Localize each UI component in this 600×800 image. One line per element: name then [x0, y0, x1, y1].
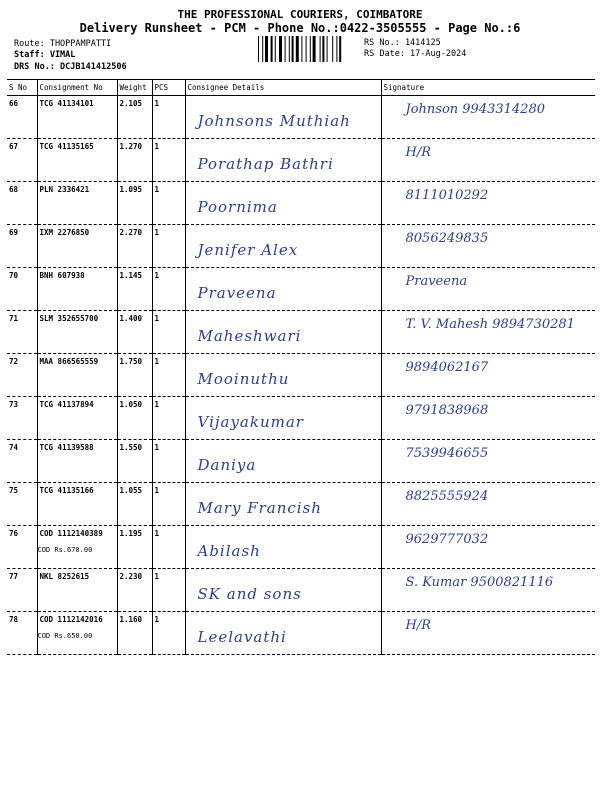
barcode-image: [258, 36, 358, 62]
pieces-cell: [152, 182, 185, 225]
col-header-sno: S No: [7, 80, 37, 96]
table-row: [7, 311, 595, 354]
signature-cell: [381, 96, 595, 139]
serial-number: 68: [9, 185, 19, 194]
weight: 1.750: [119, 357, 143, 366]
consignee-name-cell: [185, 354, 381, 397]
weight: 1.055: [119, 486, 143, 495]
consignment-number: BNH 607938: [39, 271, 85, 280]
serial-number-cell: [7, 526, 37, 569]
consignment-number-cell: [37, 139, 117, 182]
serial-number: 78: [9, 615, 19, 624]
weight-cell: [117, 268, 152, 311]
cod-amount: COD Rs.650.00: [37, 632, 93, 640]
consignment-number: SLM 352655700: [39, 314, 99, 323]
consignment-number: PLN 2336421: [39, 185, 90, 194]
serial-number: 70: [9, 271, 19, 280]
consignment-number: COD 1112140389: [39, 529, 103, 538]
consignee-name: Poornima: [197, 198, 278, 216]
consignment-number: IXM 2276850: [39, 228, 90, 237]
consignment-number-cell: [37, 526, 117, 569]
signature-cell: [381, 569, 595, 612]
signature-cell: [381, 440, 595, 483]
signature: 9629777032: [405, 532, 489, 547]
signature: 7539946655: [405, 446, 489, 461]
table-row: [7, 268, 595, 311]
weight: 1.195: [119, 529, 143, 538]
serial-number: 72: [9, 357, 19, 366]
consignee-name-cell: [185, 397, 381, 440]
consignee-name: Johnsons Muthiah: [197, 112, 351, 130]
signature: 9791838968: [405, 403, 489, 418]
weight: 1.145: [119, 271, 143, 280]
consignment-number-cell: [37, 354, 117, 397]
consignee-name: Daniya: [197, 456, 257, 474]
rs-number: RS No.: 1414125: [364, 38, 441, 48]
signature: S. Kumar 9500821116: [405, 575, 554, 590]
consignee-name-cell: [185, 526, 381, 569]
table-row: [7, 483, 595, 526]
pieces-cell: [152, 483, 185, 526]
signature-cell: [381, 268, 595, 311]
consignment-number-cell: [37, 96, 117, 139]
signature: Praveena: [405, 274, 468, 289]
consignment-number-cell: [37, 569, 117, 612]
pieces-cell: [152, 96, 185, 139]
consignment-number-cell: [37, 182, 117, 225]
consignee-name-cell: [185, 311, 381, 354]
signature: H/R: [405, 145, 432, 160]
company-title: THE PROFESSIONAL COURIERS, COIMBATORE: [177, 8, 423, 21]
table-row: [7, 612, 595, 655]
weight: 2.230: [119, 572, 143, 581]
pieces: 1: [154, 99, 160, 108]
table-row: [7, 182, 595, 225]
drs-number: DRS No.: DCJB141412506: [14, 62, 127, 72]
consignee-name-cell: [185, 139, 381, 182]
consignment-number-cell: [37, 225, 117, 268]
serial-number: 71: [9, 314, 19, 323]
weight-cell: [117, 526, 152, 569]
pieces: 1: [154, 400, 160, 409]
serial-number-cell: [7, 268, 37, 311]
serial-number-cell: [7, 440, 37, 483]
runsheet-title: Delivery Runsheet - PCM - Phone No.:0422-3505555 - Page No.:6: [79, 21, 521, 35]
signature-cell: [381, 397, 595, 440]
pieces: 1: [154, 357, 160, 366]
table-row: [7, 569, 595, 612]
consignee-name-cell: [185, 440, 381, 483]
pieces-cell: [152, 311, 185, 354]
weight-cell: [117, 354, 152, 397]
pieces: 1: [154, 486, 160, 495]
weight-cell: [117, 96, 152, 139]
serial-number-cell: [7, 311, 37, 354]
signature: 9894062167: [405, 360, 489, 375]
pieces: 1: [154, 443, 160, 452]
consignment-number-cell: [37, 483, 117, 526]
weight-cell: [117, 483, 152, 526]
consignee-name-cell: [185, 483, 381, 526]
consignment-number: TCG 41134101: [39, 99, 94, 108]
consignee-name-cell: [185, 182, 381, 225]
consignee-name: Mooinuthu: [197, 370, 290, 388]
signature-cell: [381, 139, 595, 182]
weight: 1.050: [119, 400, 143, 409]
serial-number-cell: [7, 569, 37, 612]
consignee-name: Abilash: [197, 542, 261, 560]
table-row: [7, 139, 595, 182]
consignee-name: Mary Francish: [197, 499, 322, 517]
weight-cell: [117, 225, 152, 268]
pieces: 1: [154, 142, 160, 151]
pieces-cell: [152, 225, 185, 268]
pieces-cell: [152, 397, 185, 440]
rs-date: RS Date: 17-Aug-2024: [364, 49, 467, 59]
weight-cell: [117, 311, 152, 354]
weight-cell: [117, 569, 152, 612]
serial-number-cell: [7, 354, 37, 397]
consignee-name: Porathap Bathri: [197, 155, 334, 173]
signature: 8111010292: [405, 188, 489, 203]
consignment-number: NKL 8252615: [39, 572, 90, 581]
weight: 1.270: [119, 142, 143, 151]
weight: 2.105: [119, 99, 143, 108]
signature-cell: [381, 311, 595, 354]
serial-number-cell: [7, 397, 37, 440]
pieces: 1: [154, 572, 160, 581]
serial-number-cell: [7, 483, 37, 526]
serial-number: 75: [9, 486, 19, 495]
serial-number: 67: [9, 142, 19, 151]
serial-number-cell: [7, 182, 37, 225]
serial-number-cell: [7, 139, 37, 182]
weight: 1.160: [119, 615, 143, 624]
staff-label: Staff: VIMAL: [14, 50, 76, 60]
weight: 1.550: [119, 443, 143, 452]
serial-number: 69: [9, 228, 19, 237]
signature-cell: [381, 354, 595, 397]
serial-number-cell: [7, 612, 37, 655]
cod-amount: COD Rs.670.00: [37, 546, 93, 554]
consignment-number-cell: [37, 440, 117, 483]
pieces-cell: [152, 139, 185, 182]
pieces-cell: [152, 612, 185, 655]
consignment-number: COD 1112142016: [39, 615, 103, 624]
consignee-name-cell: [185, 569, 381, 612]
pieces: 1: [154, 615, 160, 624]
signature-cell: [381, 612, 595, 655]
pieces: 1: [154, 271, 160, 280]
signature: H/R: [405, 618, 432, 633]
consignee-name: Vijayakumar: [197, 413, 304, 431]
consignment-number: MAA 866565559: [39, 357, 99, 366]
signature-cell: [381, 225, 595, 268]
consignee-name: Maheshwari: [197, 327, 302, 345]
pieces-cell: [152, 440, 185, 483]
col-header-weight: Weight: [117, 80, 152, 96]
weight-cell: [117, 182, 152, 225]
consignee-name: Leelavathi: [197, 628, 287, 646]
consignment-number-cell: [37, 612, 117, 655]
consignee-name-cell: [185, 96, 381, 139]
pieces-cell: [152, 268, 185, 311]
weight-cell: [117, 612, 152, 655]
consignment-number: TCG 41137894: [39, 400, 94, 409]
table-row: [7, 96, 595, 139]
pieces-cell: [152, 354, 185, 397]
serial-number-cell: [7, 225, 37, 268]
weight: 1.400: [119, 314, 143, 323]
table-row: [7, 354, 595, 397]
weight-cell: [117, 397, 152, 440]
pieces: 1: [154, 314, 160, 323]
consignee-name: Jenifer Alex: [197, 241, 299, 259]
signature: 8056249835: [405, 231, 489, 246]
serial-number: 76: [9, 529, 19, 538]
signature-cell: [381, 182, 595, 225]
runsheet-table: [7, 79, 595, 655]
signature: 8825555924: [405, 489, 489, 504]
pieces: 1: [154, 529, 160, 538]
table-row: [7, 397, 595, 440]
signature: Johnson 9943314280: [405, 102, 545, 117]
signature: T. V. Mahesh 9894730281: [405, 317, 575, 332]
consignee-name: SK and sons: [197, 585, 302, 603]
serial-number: 74: [9, 443, 19, 452]
col-header-signature: Signature: [381, 80, 595, 96]
consignment-number: TCG 41135165: [39, 142, 94, 151]
signature-cell: [381, 483, 595, 526]
consignee-name: Praveena: [197, 284, 277, 302]
table-row: [7, 526, 595, 569]
col-header-consignee: Consignee Details: [185, 80, 381, 96]
weight: 1.095: [119, 185, 143, 194]
table-row: [7, 440, 595, 483]
pieces: 1: [154, 228, 160, 237]
consignment-number: TCG 41139588: [39, 443, 94, 452]
consignee-name-cell: [185, 612, 381, 655]
weight-cell: [117, 440, 152, 483]
serial-number: 73: [9, 400, 19, 409]
col-header-consignment: Consignment No: [37, 80, 117, 96]
consignee-name-cell: [185, 225, 381, 268]
route-label: Route: THOPPAMPATTI: [14, 39, 112, 49]
col-header-pcs: PCS: [152, 80, 185, 96]
serial-number-cell: [7, 96, 37, 139]
serial-number: 77: [9, 572, 19, 581]
consignment-number: TCG 41135166: [39, 486, 94, 495]
weight-cell: [117, 139, 152, 182]
table-header-row: [7, 80, 595, 96]
table-row: [7, 225, 595, 268]
pieces: 1: [154, 185, 160, 194]
serial-number: 66: [9, 99, 19, 108]
consignment-number-cell: [37, 397, 117, 440]
weight: 2.270: [119, 228, 143, 237]
consignment-number-cell: [37, 268, 117, 311]
consignment-number-cell: [37, 311, 117, 354]
pieces-cell: [152, 526, 185, 569]
signature-cell: [381, 526, 595, 569]
consignee-name-cell: [185, 268, 381, 311]
pieces-cell: [152, 569, 185, 612]
